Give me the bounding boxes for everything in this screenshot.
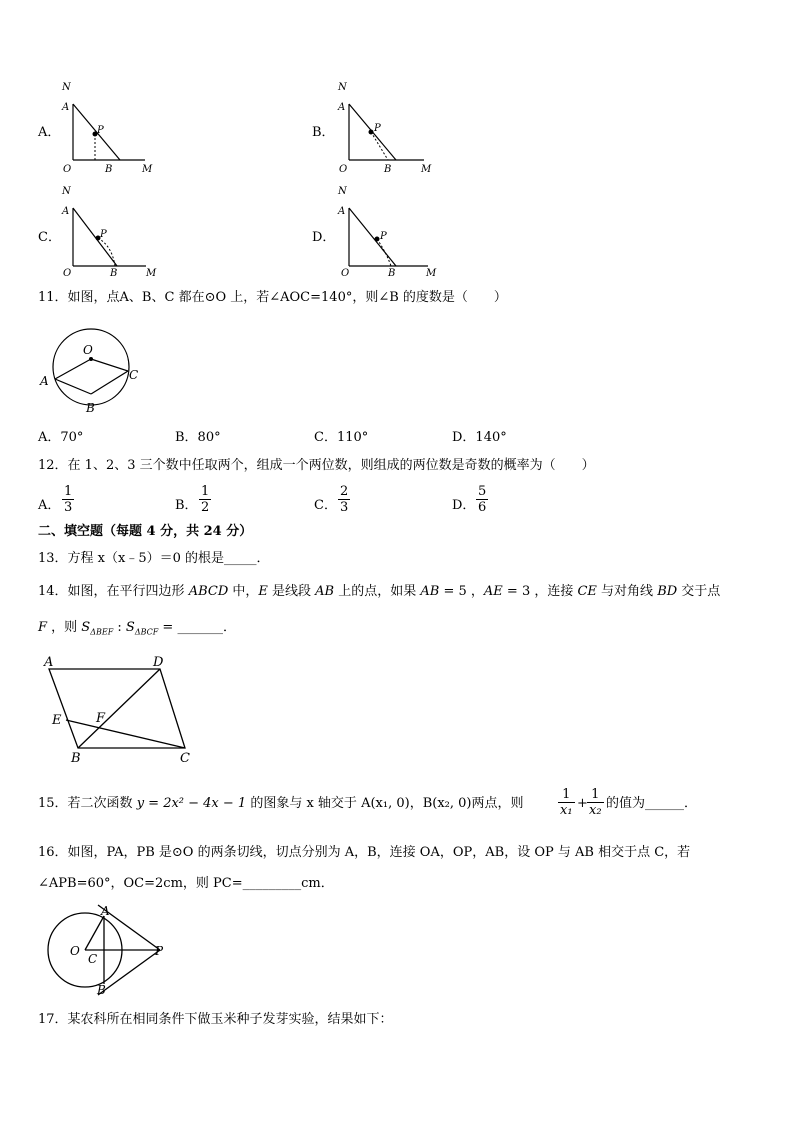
q13-text: 13．方程 x（x﹣5）＝0 的根是_____． [38, 551, 270, 566]
label-n: N [338, 82, 347, 93]
q12-text: 12．在 1、2、3 三个数中任取两个，组成一个两位数，则组成的两位数是奇数的概率为（ ） [38, 458, 595, 473]
q16-circle-tangent-figure [40, 903, 180, 997]
label-b: B [110, 268, 118, 279]
q16-line-2: ∠APB=60°，OC=2cm，则 PC=_________cm． [38, 876, 334, 891]
numerator: 5 [478, 484, 487, 499]
q15-pre: 15．若二次函数 [38, 796, 137, 811]
label-o: O [341, 268, 350, 279]
q14-sub1: ΔBEF [90, 627, 114, 637]
q14-text-e: 与对角线 [596, 584, 658, 599]
q14-text-d: 上的点，如果 [334, 584, 421, 599]
q14-text-g: ，则 [47, 620, 82, 635]
q12-option-c-label: C． [314, 498, 337, 513]
q15-post1: 两点，则 [471, 796, 524, 811]
q12-option-b-label: B． [175, 498, 198, 513]
q10-figure-d [336, 182, 440, 280]
denominator: 6 [478, 500, 487, 515]
q14-line-2 [38, 620, 236, 641]
q15-point-b: (x₂, 0) [432, 796, 472, 811]
q15-fraction-2 [587, 787, 604, 818]
label-p: P [100, 229, 107, 240]
label-o: O [70, 944, 80, 958]
label-p: P [380, 231, 387, 242]
label-a: A [62, 206, 70, 217]
label-o: O [339, 164, 348, 175]
q14-ab: AB [315, 584, 335, 599]
q11-option-d: D．140° [452, 430, 507, 445]
label-c: C [88, 952, 98, 966]
q14-text-f: 交于点 [677, 584, 721, 599]
q14-s1: S [81, 620, 91, 635]
option-d-label: D． [312, 230, 336, 245]
q14-text-c: 是线段 [267, 584, 316, 599]
q15-line [38, 796, 524, 812]
q15-point-a: (x₁, 0) [370, 796, 410, 811]
q15-plus: + [577, 796, 588, 811]
label-d: D [153, 655, 164, 670]
numerator: 1 [587, 787, 604, 803]
q11-option-c: C．110° [314, 430, 369, 445]
q10-figure-b [336, 78, 436, 176]
label-a: A [338, 206, 346, 217]
q11-option-a: A．70° [38, 430, 84, 445]
option-b-label: B． [312, 125, 335, 140]
label-n: N [62, 186, 71, 197]
q14-parallelogram-figure [40, 652, 200, 768]
label-m: M [421, 164, 432, 175]
q14-f: F [38, 620, 48, 635]
option-c-label: C． [38, 230, 61, 245]
numerator: 1 [558, 787, 575, 803]
numerator: 2 [340, 484, 349, 499]
label-b: B [71, 751, 81, 766]
label-o: O [63, 268, 72, 279]
q15-fraction-1 [558, 787, 575, 818]
label-a: A [44, 655, 54, 670]
q11-option-b: B．80° [175, 430, 221, 445]
q15-function: y = 2x² − 4x − 1 [136, 796, 247, 811]
q14-sub2: ΔBCF [134, 627, 159, 637]
denominator: 3 [64, 500, 73, 515]
option-a-label: A． [38, 125, 61, 140]
label-a: A [338, 102, 346, 113]
q14-s2: S [125, 620, 135, 635]
label-m: M [146, 268, 157, 279]
label-p: P [155, 944, 164, 958]
label-b: B [388, 268, 396, 279]
q14-e: E [258, 584, 268, 599]
label-c: C [129, 368, 139, 382]
q12-option-a-label: A． [38, 498, 61, 513]
denominator: x₁ [560, 803, 573, 818]
q14-colon: : [113, 620, 126, 635]
q14-abcd: ABCD [188, 584, 229, 599]
label-b: B [97, 983, 106, 997]
q17-text: 17．某农科所在相同条件下做玉米种子发芽实验，结果如下： [38, 1012, 393, 1027]
q14-line-1 [38, 584, 720, 600]
denominator: 3 [340, 500, 349, 515]
q15-mid: 的图象与 x 轴交于 A [246, 796, 371, 811]
q14-ce: CE [577, 584, 597, 599]
q15-sep: ，B [409, 796, 433, 811]
label-o: O [83, 343, 93, 357]
q10-figure-c [60, 182, 160, 280]
q14-ae: AE [483, 584, 503, 599]
denominator: x₂ [589, 803, 602, 818]
label-b: B [86, 401, 95, 415]
label-m: M [426, 268, 437, 279]
q14-text-a: 14．如图，在平行四边形 [38, 584, 189, 599]
label-a: A [62, 102, 70, 113]
label-m: M [142, 164, 153, 175]
label-p: P [374, 123, 381, 134]
section-title: 二、填空题（每题 4 分，共 24 分） [38, 524, 253, 539]
label-b: B [384, 164, 392, 175]
denominator: 2 [201, 500, 210, 515]
q14-text-h: = _______． [158, 620, 236, 635]
q12-option-d-label: D． [452, 498, 476, 513]
numerator: 1 [64, 484, 73, 499]
q15-post2: 的值为______． [606, 796, 698, 811]
q16-line-1: 16．如图，PA，PB 是⊙O 的两条切线，切点分别为 A，B，连接 OA，OP，AB，设 OP 与 AB 相交于点 C，若 [38, 845, 691, 860]
q14-eq5: = 5 ， [439, 584, 484, 599]
q11-figure [36, 324, 146, 416]
q12-option-c-fraction [338, 484, 350, 515]
label-b: B [105, 164, 113, 175]
q12-option-b-fraction [199, 484, 211, 515]
label-e: E [52, 713, 62, 728]
label-n: N [338, 186, 347, 197]
numerator: 1 [201, 484, 210, 499]
label-n: N [62, 82, 71, 93]
q14-bd: BD [657, 584, 678, 599]
label-o: O [63, 164, 72, 175]
q14-ab-eq: AB [420, 584, 440, 599]
label-f: F [96, 711, 106, 726]
q12-option-d-fraction [476, 484, 488, 515]
label-a: A [40, 374, 49, 388]
label-p: P [97, 125, 104, 136]
label-a: A [101, 904, 110, 918]
q12-option-a-fraction [62, 484, 74, 515]
q14-text-b: 中， [228, 584, 259, 599]
q14-eq3: = 3 ，连接 [502, 584, 578, 599]
q10-figure-a [60, 78, 160, 176]
q11-text: 11．如图，点A、B、C 都在⊙O 上，若∠AOC=140°，则∠B 的度数是（ ） [38, 290, 507, 305]
label-c: C [180, 751, 190, 766]
